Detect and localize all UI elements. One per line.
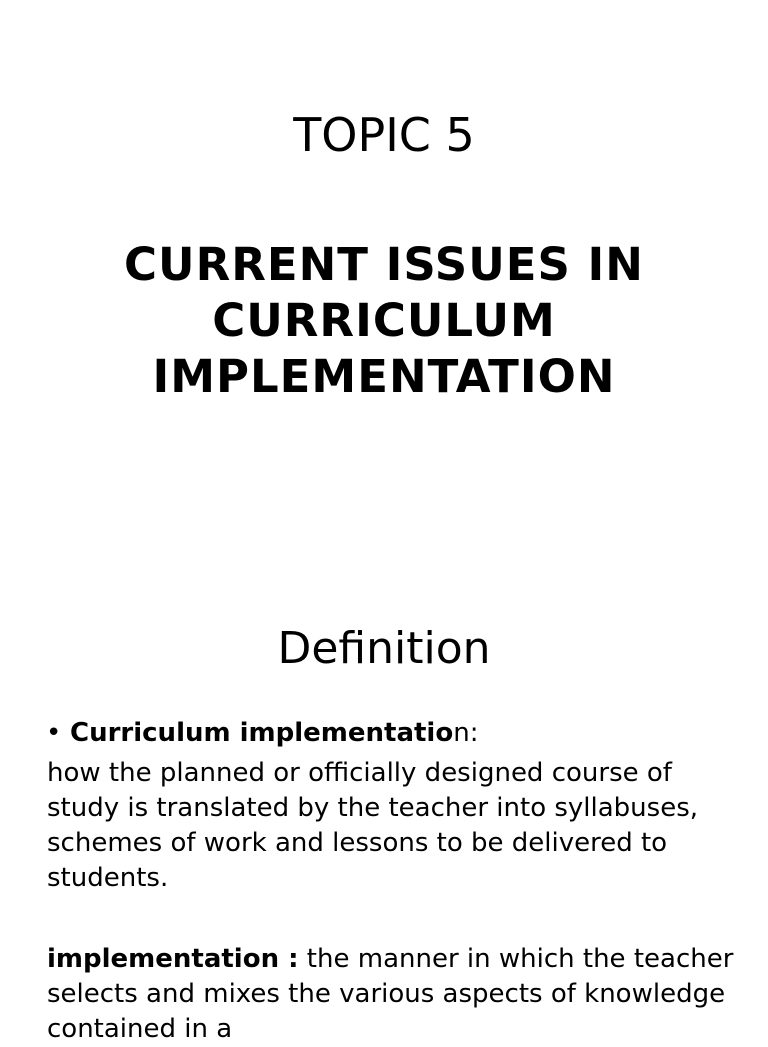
title-line: CURRENT ISSUES IN [124, 238, 644, 291]
definition-heading: Definition [277, 623, 491, 674]
implementation-paragraph [47, 942, 737, 1047]
bullet-item [46, 716, 478, 750]
implementation-term: implementation : [47, 944, 299, 974]
bullet-term-bold: Curriculum implementatio [70, 718, 454, 748]
implementation-text: the manner in which the teacher selects and mixes the various aspects of knowledge contained in a [47, 944, 734, 1044]
definition-slide [0, 560, 768, 1044]
slide-main-title [40, 237, 728, 405]
definition-paragraph: how the planned or officially designed course of study is translated by the teacher into syllabuses, schemes of work and lessons to be delivered to students. [47, 758, 699, 893]
title-line: IMPLEMENTATION [152, 350, 616, 403]
topic-number: TOPIC 5 [293, 108, 475, 162]
bullet-term-rest: n: [453, 718, 479, 748]
bullet-marker: • [46, 718, 62, 748]
title-line: CURRICULUM [212, 294, 556, 347]
